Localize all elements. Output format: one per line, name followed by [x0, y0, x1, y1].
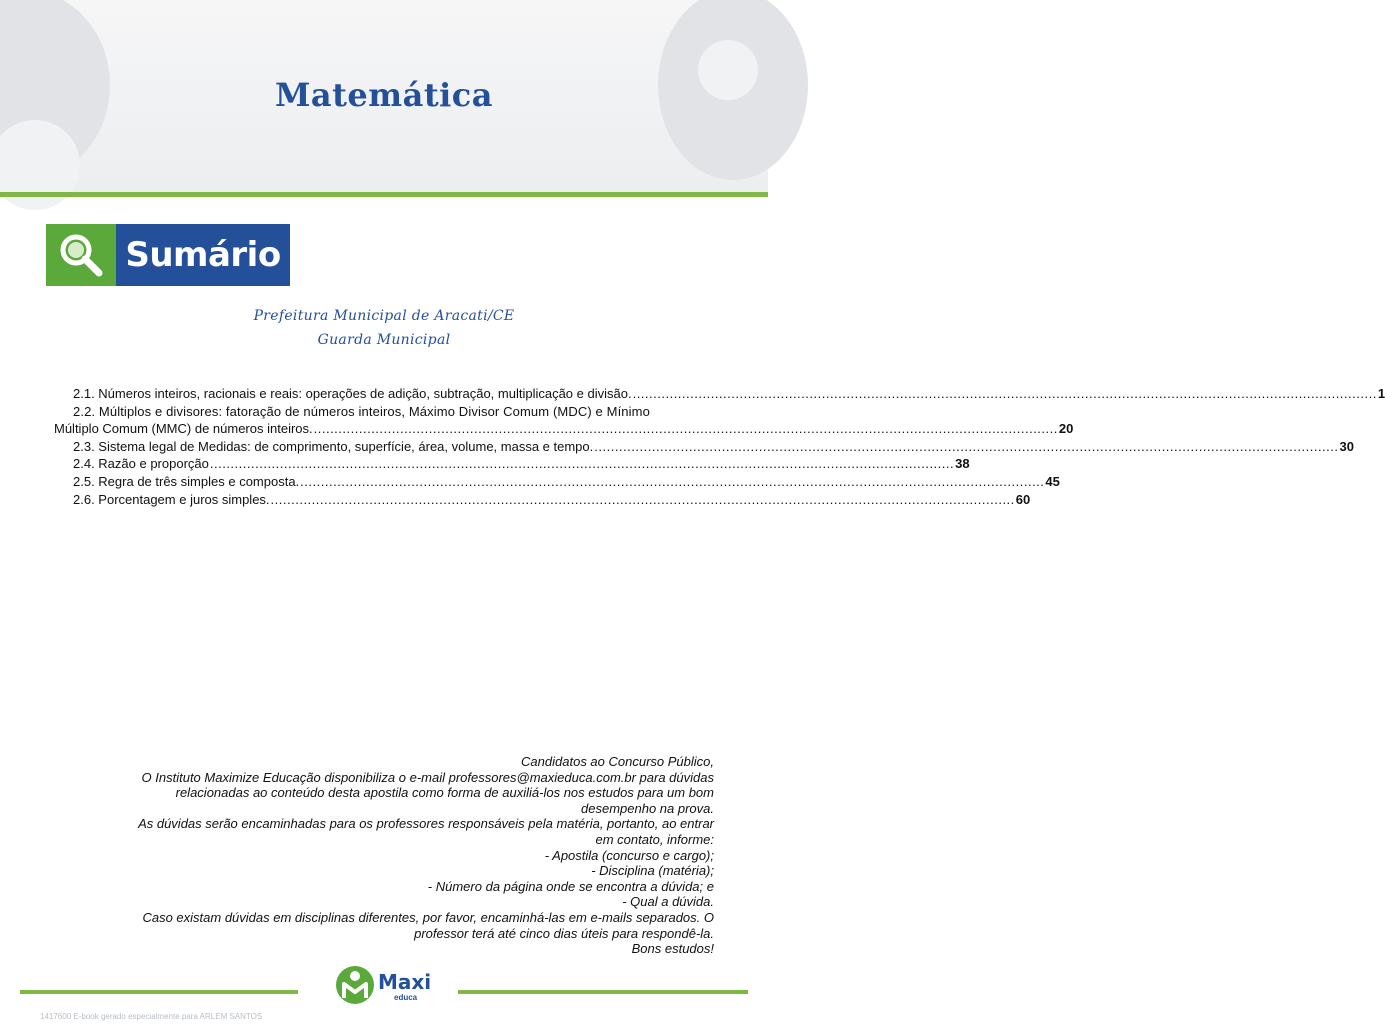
page-title: Matemática	[274, 76, 494, 114]
notice-line: Bons estudos!	[631, 941, 714, 957]
toc-item-continuation[interactable]	[54, 420, 1074, 438]
table-of-contents	[54, 385, 1385, 508]
toc-item-text: 2.3. Sistema legal de Medidas: de comprimento, superfície, área, volume, massa e tempo.	[73, 438, 594, 454]
header-divider	[0, 192, 768, 197]
toc-leader: .....................................................................................................................................................................................	[632, 386, 1377, 401]
notice-line: Candidatos ao Concurso Público,	[521, 754, 714, 769]
ebook-watermark: 1417600 E-book gerado especialmente para ARLEM SANTOS	[40, 1012, 263, 1021]
magnifier-icon	[58, 232, 104, 278]
toc-item[interactable]	[54, 438, 1354, 456]
toc-item-text: 2.6. Porcentagem e juros simples.	[73, 491, 270, 507]
footer-rule-left	[20, 990, 298, 994]
toc-leader: .....................................................................................................................................................................................	[209, 456, 955, 472]
notice-line: - Qual a dúvida.	[622, 894, 714, 910]
toc-item[interactable]	[54, 491, 1031, 509]
sumario-icon-box	[46, 224, 116, 286]
toc-item[interactable]	[54, 455, 970, 473]
notice-block	[74, 754, 714, 957]
toc-item[interactable]	[54, 473, 1060, 491]
toc-leader: .....................................................................................................................................................................................	[313, 421, 1058, 437]
notice-line: - Apostila (concurso e cargo);	[544, 847, 714, 863]
footer-rule-right	[458, 990, 748, 994]
toc-item-text: 2.4. Razão e proporção	[73, 456, 209, 472]
toc-leader: .....................................................................................................................................................................................	[300, 473, 1045, 489]
toc-item-text: Múltiplo Comum (MMC) de números inteiros.	[54, 421, 313, 437]
notice-line: Caso existam dúvidas em disciplinas diferentes, por favor, encaminhá-las em e-mails separados. O	[142, 909, 714, 925]
toc-item-page: 45	[1045, 473, 1060, 489]
toc-item-page: 38	[955, 456, 970, 472]
logo-subtext: educa	[394, 993, 418, 1002]
notice-line: relacionadas ao conteúdo desta apostila como forma de auxiliá-los nos estudos para um bom	[175, 785, 714, 801]
subtitle-prefeitura: Prefeitura Municipal de Aracati/CE	[253, 308, 515, 324]
toc-item-page: 20	[1058, 421, 1074, 437]
toc-item-text: 2.1. Números inteiros, racionais e reais: operações de adição, subtração, multiplicação e divisão.	[73, 386, 632, 401]
notice-line: em contato, informe:	[595, 831, 714, 847]
toc-leader: .....................................................................................................................................................................................	[594, 438, 1339, 454]
sumario-label: Sumário	[116, 224, 290, 286]
subtitle-cargo: Guarda Municipal	[317, 332, 451, 348]
toc-item-page: 60	[1015, 491, 1031, 507]
sumario-banner	[46, 224, 290, 286]
logo-word: Maxi	[378, 970, 432, 994]
notice-line: - Número da página onde se encontra a dúvida; e	[427, 878, 714, 894]
notice-line: - Disciplina (matéria);	[591, 863, 714, 879]
toc-item[interactable]	[54, 385, 1385, 403]
notice-line: desempenho na prova.	[581, 800, 714, 816]
notice-line: professor terá até cinco dias úteis para respondê-la.	[414, 925, 714, 941]
maxi-educa-logo	[336, 964, 436, 1004]
toc-leader: .....................................................................................................................................................................................	[270, 491, 1015, 507]
toc-item[interactable]	[54, 403, 714, 421]
notice-line: O Instituto Maximize Educação disponibiliza o e-mail professores@maxieduca.com.br para dúvidas	[141, 769, 714, 785]
notice-line: As dúvidas serão encaminhadas para os professores responsáveis pela matéria, portanto, ao entrar	[138, 816, 714, 832]
logo-mark-icon	[336, 966, 374, 1004]
page-header	[0, 0, 768, 192]
toc-item-page: 1	[1377, 386, 1385, 401]
toc-item-text: 2.2. Múltiplos e divisores: fatoração de números inteiros, Máximo Divisor Comum (MDC) e Mínimo	[73, 403, 650, 419]
toc-item-page: 30	[1339, 438, 1354, 454]
toc-item-text: 2.5. Regra de três simples e composta.	[73, 473, 300, 489]
